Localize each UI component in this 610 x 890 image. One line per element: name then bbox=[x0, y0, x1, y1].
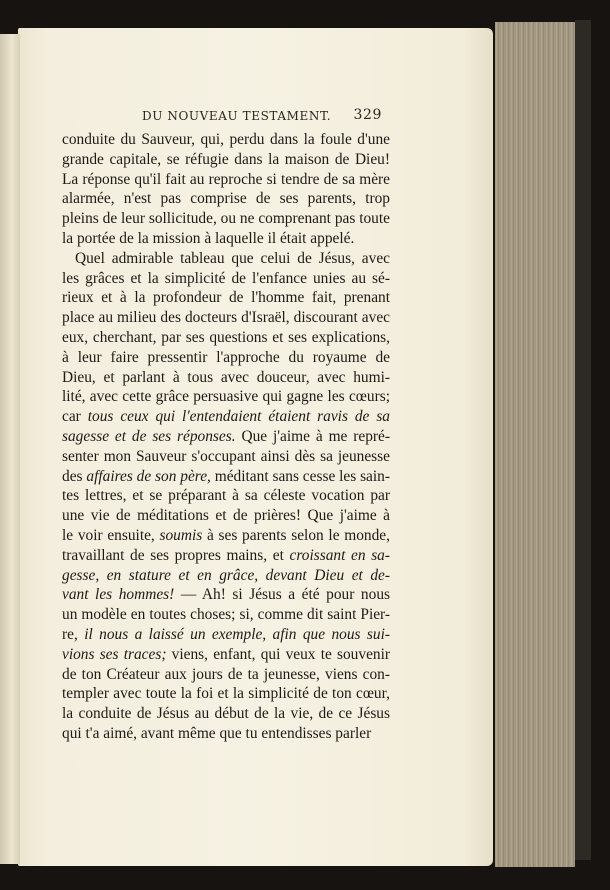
text-run: templer avec toute la foi et la simplicité de ton cœur, bbox=[62, 685, 390, 703]
italic-text: affaires de son père, bbox=[86, 467, 211, 485]
text-run: lité, avec cette grâce persuasive qui gagne les cœurs; bbox=[62, 388, 390, 406]
text-run: pleins de leur sollicitude, ou ne comprenant pas toute bbox=[62, 210, 390, 228]
text-run: alarmée, n'est pas comprise de ses parents, trop bbox=[62, 190, 390, 208]
text-line bbox=[62, 704, 390, 724]
text-line bbox=[62, 467, 390, 487]
italic-text: tous ceux qui l'entendaient étaient ravis de sa bbox=[87, 408, 391, 426]
text-run: viens, enfant, qui veux te souvenir bbox=[166, 645, 391, 663]
text-run: La réponse qu'il fait au reproche si tendre de sa mère bbox=[62, 170, 390, 188]
text-line bbox=[62, 249, 390, 269]
text-line bbox=[62, 407, 390, 427]
italic-text: soumis bbox=[159, 526, 203, 544]
text-line bbox=[62, 546, 390, 566]
text-run: les grâces et la simplicité de l'enfance unies au sé- bbox=[62, 269, 390, 287]
body-text bbox=[62, 130, 390, 744]
text-line bbox=[62, 506, 390, 526]
text-line bbox=[62, 368, 390, 388]
text-line bbox=[62, 170, 390, 190]
text-run: travaillant de ses propres mains, et bbox=[62, 546, 290, 564]
text-line bbox=[62, 328, 390, 348]
text-line bbox=[62, 684, 390, 704]
text-run: le voir ensuite, bbox=[62, 526, 160, 544]
text-run: eux, cherchant, par ses questions et ses explications, bbox=[62, 328, 390, 346]
italic-text: vions ses traces; bbox=[62, 645, 167, 663]
text-line bbox=[62, 308, 390, 328]
text-run: — Ah! si Jésus a été pour nous bbox=[174, 586, 391, 604]
text-run: tes lettres, et se préparant à sa céleste vocation par bbox=[62, 487, 390, 505]
text-line bbox=[62, 209, 390, 229]
text-run: une vie de méditations et de prières! Que j'aime à bbox=[62, 507, 390, 525]
text-run: car bbox=[62, 408, 88, 426]
text-line bbox=[62, 447, 390, 467]
text-run: conduite du Sauveur, qui, perdu dans la foule d'une bbox=[62, 131, 390, 148]
text-line bbox=[62, 189, 390, 209]
text-line bbox=[62, 269, 390, 289]
text-line bbox=[62, 566, 390, 586]
text-line bbox=[62, 130, 390, 150]
text-line bbox=[62, 665, 390, 685]
text-line bbox=[62, 150, 390, 170]
text-run: des bbox=[62, 467, 87, 485]
text-run: grande capitale, se réfugie dans la maison de Dieu! bbox=[62, 150, 390, 168]
text-run: qui t'a aimé, avant même que tu entendisses parler bbox=[62, 724, 372, 742]
italic-text: croissant en sa- bbox=[289, 546, 390, 564]
text-line bbox=[62, 526, 390, 546]
text-line bbox=[62, 605, 390, 625]
italic-text: gesse, en stature et en grâce, devant Dieu et de- bbox=[62, 566, 390, 584]
text-run: à ses parents selon le monde, bbox=[202, 526, 390, 544]
text-line bbox=[62, 724, 390, 744]
text-line bbox=[62, 625, 390, 645]
facing-page-edge bbox=[0, 34, 20, 864]
page-fore-edge bbox=[495, 22, 575, 867]
text-run: Quel admirable tableau que celui de Jésus, avec bbox=[75, 249, 390, 267]
text-run: Que j'aime à me repré- bbox=[235, 427, 390, 445]
text-run: un modèle en toutes choses; si, comme dit saint Pier- bbox=[62, 606, 390, 624]
book-cover bbox=[575, 20, 591, 860]
running-title: DU NOUVEAU TESTAMENT. bbox=[142, 109, 332, 123]
italic-text: il nous a laissé un exemple, afin que nous sui- bbox=[84, 625, 391, 643]
text-line bbox=[62, 645, 390, 665]
text-run: la portée de la mission à laquelle il était appelé. bbox=[62, 229, 355, 247]
text-line bbox=[62, 288, 390, 308]
text-line bbox=[62, 486, 390, 506]
text-run: Dieu, et parlant à tous avec douceur, avec humi- bbox=[62, 368, 390, 386]
text-run: méditant sans cesse les sain- bbox=[210, 467, 390, 485]
page-number: 329 bbox=[353, 107, 382, 123]
text-run: re, bbox=[62, 625, 85, 643]
italic-text: sagesse et de ses réponses. bbox=[62, 427, 236, 445]
text-run: la conduite de Jésus au début de la vie, de ce Jésus bbox=[62, 705, 390, 723]
text-run: de ton Créateur aux jours de ta jeunesse, viens con- bbox=[62, 665, 390, 683]
text-line bbox=[62, 348, 390, 368]
text-run: à leur faire pressentir l'approche du royaume de bbox=[62, 348, 390, 366]
italic-text: vant les hommes! bbox=[62, 586, 175, 604]
text-line bbox=[62, 387, 390, 407]
text-run: place au milieu des docteurs d'Israël, discourant avec bbox=[62, 309, 390, 327]
text-line bbox=[62, 229, 390, 249]
text-line bbox=[62, 427, 390, 447]
text-run: rieux et à la profondeur de l'homme fait, prenant bbox=[62, 289, 390, 307]
text-run: senter mon Sauveur s'occupant ainsi dès sa jeunesse bbox=[62, 447, 390, 465]
text-line bbox=[62, 585, 390, 605]
page-header bbox=[142, 107, 382, 125]
